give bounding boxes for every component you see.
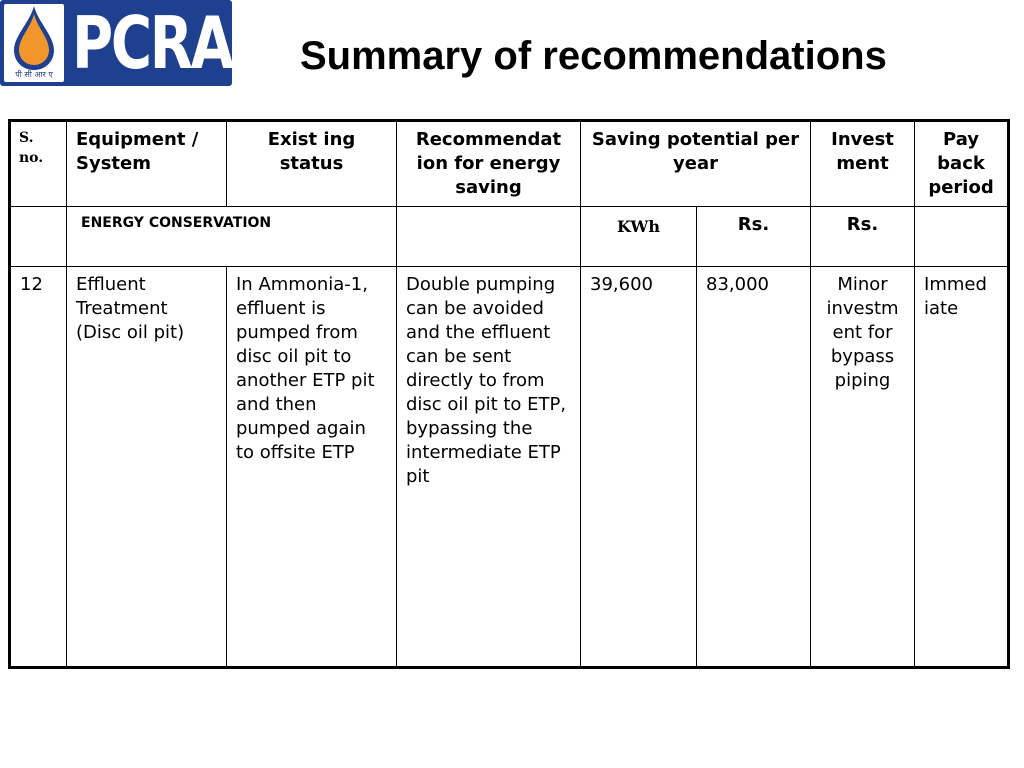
header-saving-potential: Saving potential per year: [581, 121, 811, 207]
oil-drop-icon: [8, 4, 60, 72]
table-subheader-row: [10, 207, 1009, 267]
cell-kwh: 39,600: [581, 267, 697, 668]
header-sno: S. no.: [10, 121, 67, 207]
header-investment: Invest ment: [811, 121, 915, 207]
logo-emblem: [2, 2, 66, 84]
subheader-kwh: KWh: [581, 207, 697, 267]
cell-existing-status: In Ammonia-1, effluent is pumped from disc oil pit to another ETP pit and then pumped again to offsite ETP: [227, 267, 397, 668]
table-header-row: [10, 121, 1009, 207]
subheader-empty-recommendation: [397, 207, 581, 267]
table-row: [10, 267, 1009, 668]
cell-investment: Minor investm ent for bypass piping: [811, 267, 915, 668]
logo-hindi-text: पी सी आर ए: [15, 70, 53, 79]
subheader-rs-investment: Rs.: [811, 207, 915, 267]
header-recommendation: Recommendat ion for energy saving: [397, 121, 581, 207]
pcra-logo: [0, 0, 232, 86]
recommendations-table: [8, 119, 1010, 669]
cell-sno: 12: [10, 267, 67, 668]
subheader-empty-payback: [915, 207, 1009, 267]
header-payback: Pay back period: [915, 121, 1009, 207]
cell-recommendation: Double pumping can be avoided and the effluent can be sent directly to from disc oil pit to ETP, bypassing the intermediate ETP pit: [397, 267, 581, 668]
cell-payback: Immed iate: [915, 267, 1009, 668]
section-energy-conservation: ENERGY CONSERVATION: [67, 207, 397, 267]
subheader-rs-saving: Rs.: [697, 207, 811, 267]
header-equipment: Equipment / System: [67, 121, 227, 207]
cell-equipment: Effluent Treatment (Disc oil pit): [67, 267, 227, 668]
cell-rs-saving: 83,000: [697, 267, 811, 668]
logo-brand-text: PCRA: [72, 1, 232, 85]
header-existing-status: Exist ing status: [227, 121, 397, 207]
subheader-empty-sno: [10, 207, 67, 267]
page-title: Summary of recommendations: [300, 34, 887, 78]
